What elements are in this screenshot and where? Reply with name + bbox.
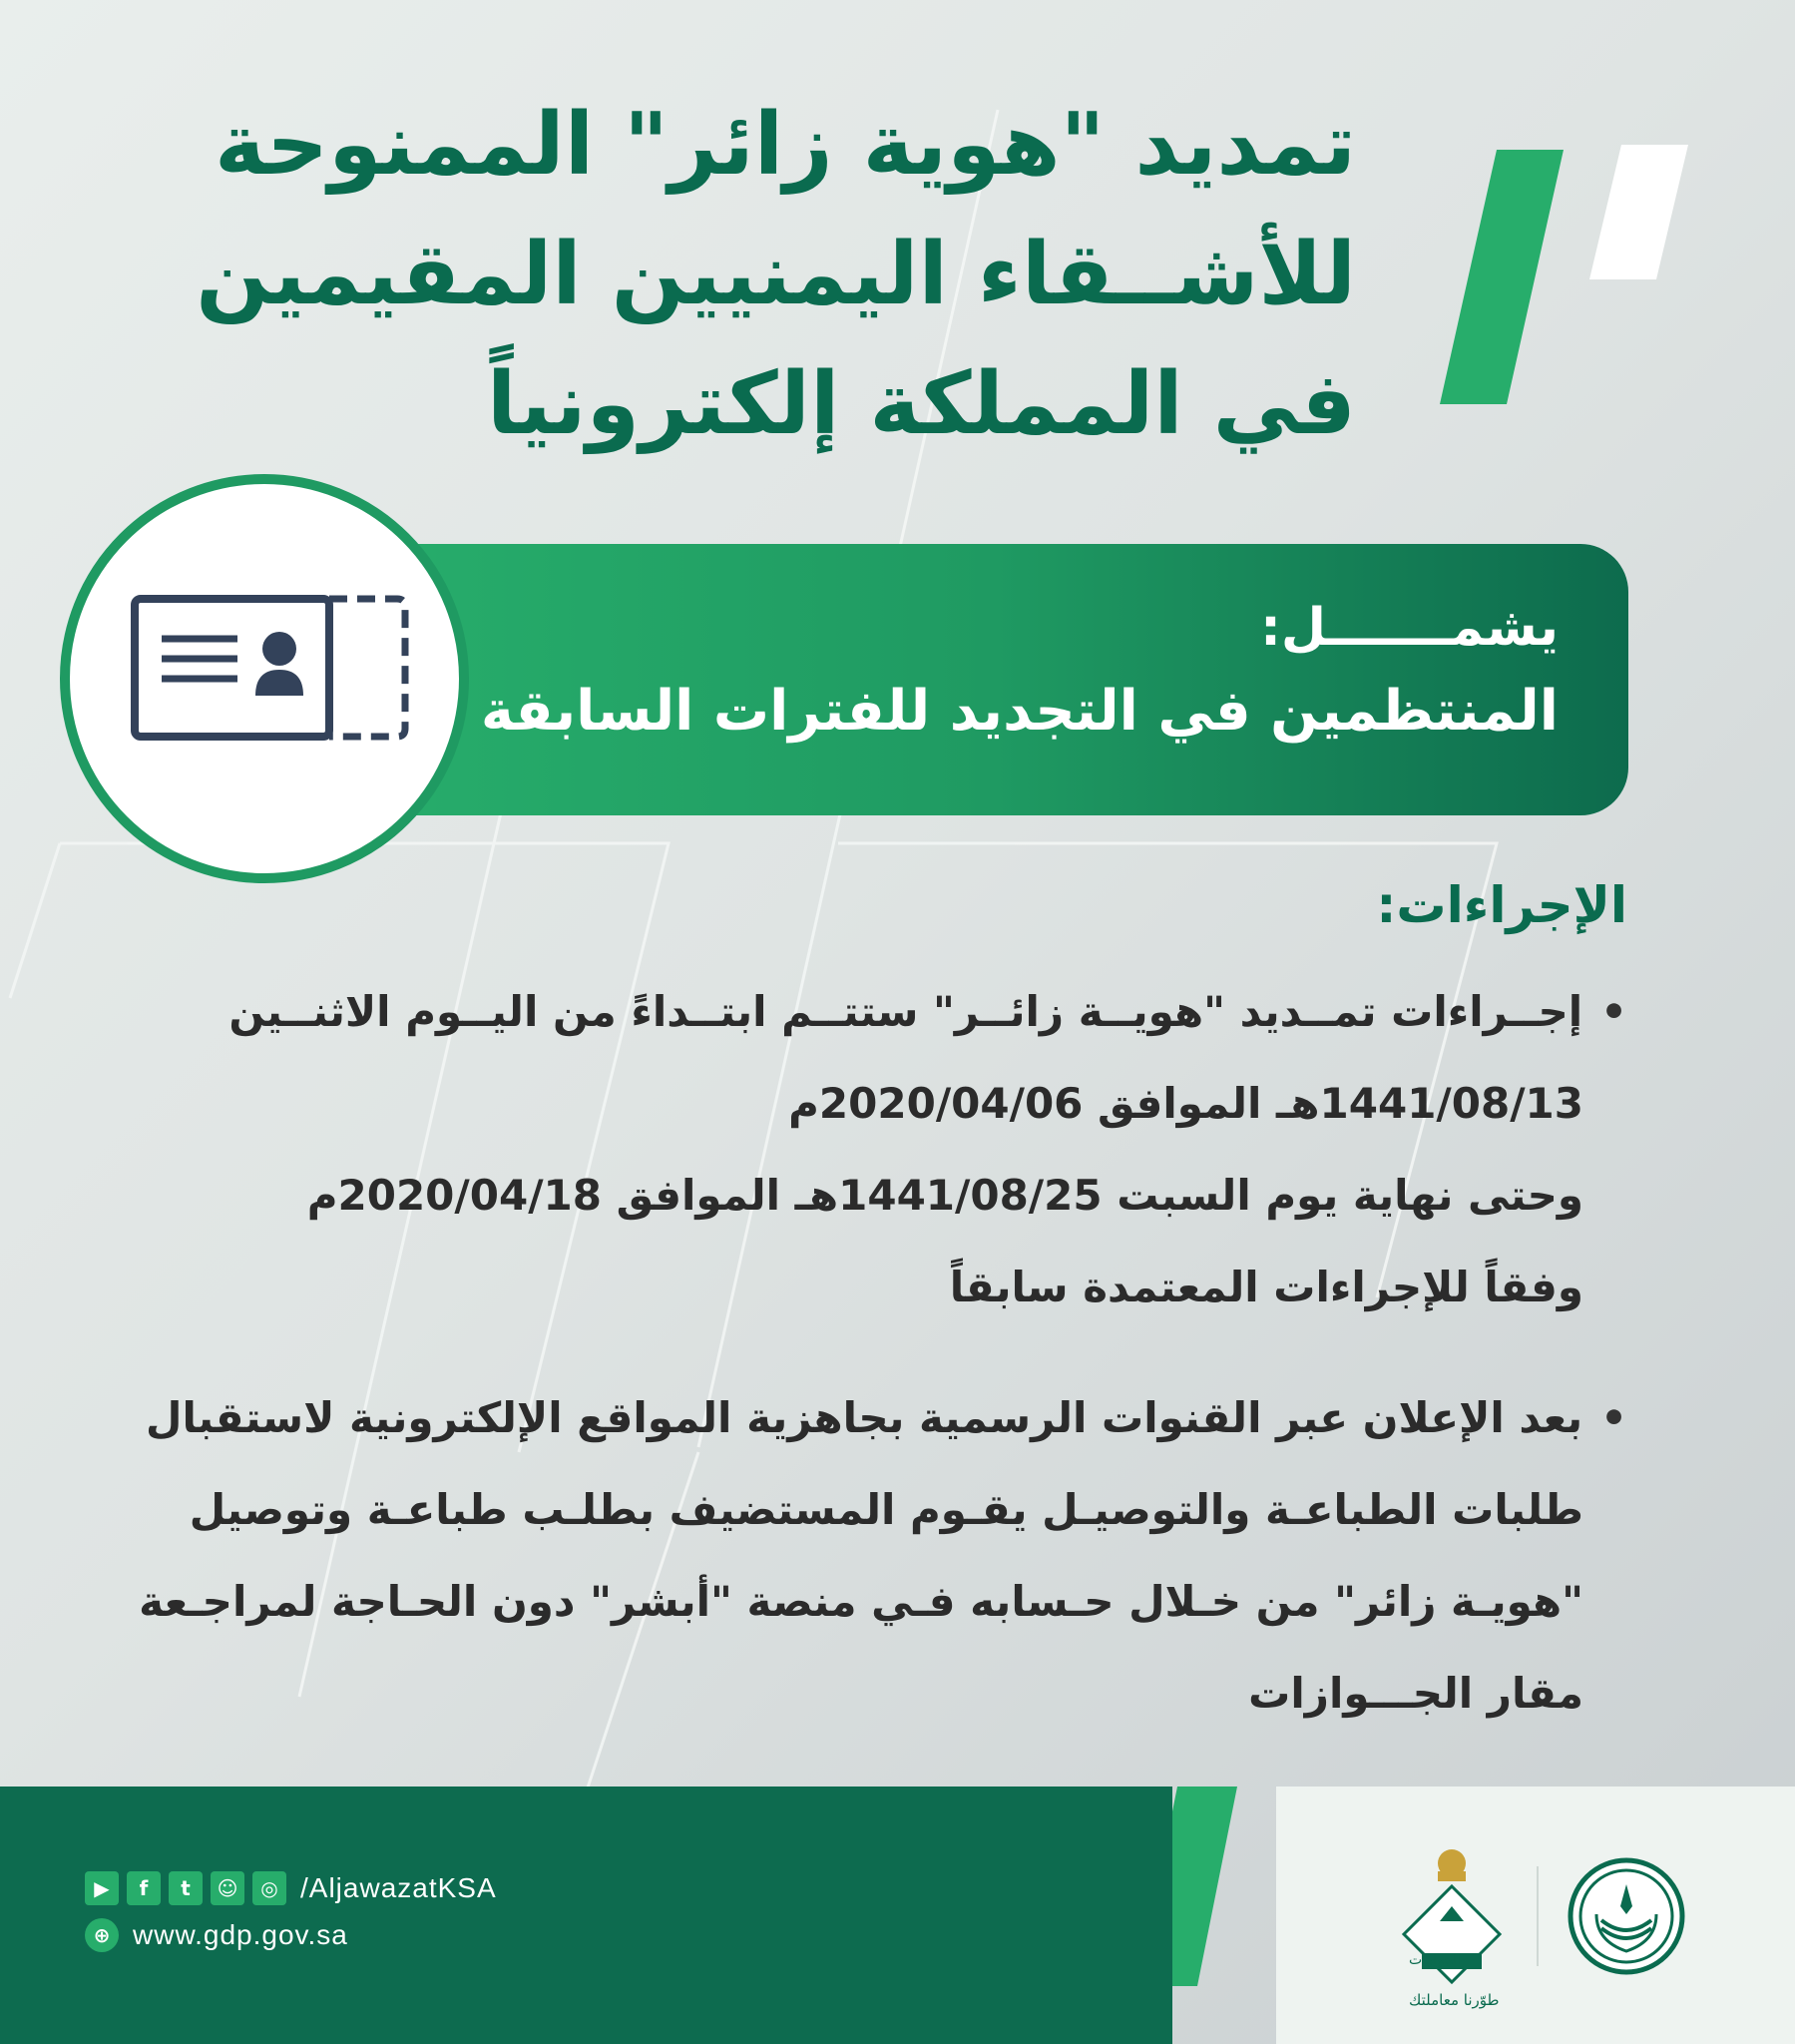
bullet1-line: • إجــراءات تمــديد "هويــة زائــر" ستتــم ابتــداءً من اليــوم الاثنــين [228, 966, 1627, 1058]
bullet2-line: • بعد الإعلان عبر القنوات الرسمية بجاهزية المواقع الإلكترونية لاستقبال [139, 1372, 1627, 1464]
passports-logo-text: الجوازات [1409, 1952, 1462, 1968]
twitter-icon[interactable]: t [169, 1871, 203, 1905]
youtube-icon[interactable]: ▶ [85, 1871, 119, 1905]
social-handle[interactable]: /AljawazatKSA [300, 1872, 497, 1903]
logo-divider [1537, 1866, 1539, 1966]
title-line-2: للأشــقاء اليمنيين المقيمين [196, 225, 1356, 324]
social-row [85, 1871, 497, 1905]
id-card-icon [130, 594, 419, 744]
globe-icon: ⊕ [85, 1918, 119, 1952]
bullet1-line: وحتى نهاية يوم السبت 1441/08/25هـ الموافق 2020/04/18م [306, 1171, 1583, 1220]
bullet1-line: 1441/08/13هـ الموافق 2020/04/06م [788, 1079, 1583, 1128]
footer-contact-panel [0, 1787, 1172, 2044]
title-line-1: تمديد "هوية زائر" الممنوحة [214, 95, 1356, 195]
bullet2-line: مقار الجـــوازات [1248, 1669, 1583, 1718]
procedure-bullet-1 [228, 966, 1627, 1333]
eligibility-ribbon [359, 544, 1628, 815]
passports-logo [1392, 1841, 1512, 2011]
ministry-emblem [1567, 1856, 1686, 1976]
id-card-badge [60, 474, 469, 883]
title-line-3: في المملكة إلكترونياً [486, 354, 1356, 454]
slogan-text: طوّرنا معاملتك [1409, 1991, 1500, 2009]
procedure-bullet-2 [139, 1372, 1627, 1740]
website-link[interactable]: www.gdp.gov.sa [133, 1919, 348, 1950]
footer-logo-panel [1276, 1787, 1795, 2044]
quote-mark-white [1589, 145, 1688, 279]
bullet1-line: وفقاً للإجراءات المعتمدة سابقاً [949, 1263, 1583, 1311]
bullet2-line: طلبات الطباعـة والتوصيـل يقـوم المستضيف بطلـب طباعـة وتوصيل [189, 1485, 1583, 1534]
website-row [85, 1918, 348, 1952]
page-title [159, 80, 1356, 469]
instagram-icon[interactable]: ◎ [252, 1871, 286, 1905]
quote-mark-green [1440, 150, 1564, 404]
procedures-heading: الإجراءات: [1376, 876, 1627, 934]
facebook-icon[interactable]: f [127, 1871, 161, 1905]
ribbon-label: يشمـــــــل: [1260, 598, 1559, 658]
ribbon-text: المنتظمين في التجديد للفترات السابقة [480, 679, 1559, 744]
snapchat-icon[interactable]: ☺ [211, 1871, 244, 1905]
bullet2-line: "هويـة زائر" من خـلال حـسابه فـي منصة "أبشر" دون الحـاجة لمراجـعة [139, 1577, 1583, 1626]
